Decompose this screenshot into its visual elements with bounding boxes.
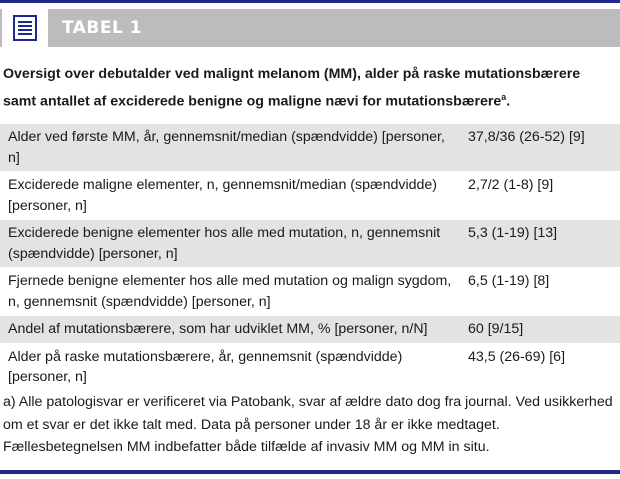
row-value: 5,3 (1-19) [13]: [468, 225, 558, 241]
table-row: [0, 220, 620, 268]
table-footnote: a) Alle patologisvar er verificeret via Patobank, svar af ældre dato dog fra journal. Ved usikkerhed om et svar er det ikke talt med. Data på personer under 18 år er ikke medtaget. Fællesbetegnelsen MM indbefatter både tilfælde af invasiv MM og MM in situ.: [3, 394, 613, 455]
data-table: [0, 124, 620, 392]
caption-footnote-marker: a: [501, 92, 507, 102]
row-value: 60 [9/15]: [468, 321, 524, 337]
caption-text: Oversigt over debutalder ved malignt melanom (MM), alder på raske mutationsbærere samt antallet af exciderede benigne og maligne nævi for mutationsbærere: [3, 66, 581, 110]
row-label: Fjernede benigne elementer hos alle med mutation og malign sygdom, n, gennemsnit (spændvidde) [personer, n]: [8, 273, 452, 310]
row-value: 6,5 (1-19) [8]: [468, 273, 550, 289]
row-label: Alder på raske mutationsbærere, år, gennemsnit (spændvidde) [personer, n]: [8, 348, 403, 385]
row-label: Andel af mutationsbærere, som har udviklet MM, % [personer, n/N]: [8, 321, 428, 337]
table-row: [0, 316, 620, 344]
row-value: 37,8/36 (26-52) [9]: [468, 129, 585, 145]
row-label: Exciderede benigne elementer hos alle med mutation, n, gennemsnit (spændvidde) [personer, n]: [8, 225, 441, 262]
table-row: [0, 124, 620, 172]
table-row: [0, 344, 620, 392]
row-value: 43,5 (26-69) [6]: [468, 348, 566, 365]
table-row: [0, 172, 620, 220]
row-label: Alder ved første MM, år, gennemsnit/median (spændvidde) [personer, n]: [8, 129, 445, 166]
table-document-icon: [13, 15, 37, 41]
top-rule: [0, 0, 620, 3]
table-title: TABEL 1: [62, 18, 143, 38]
header-icon-box: [2, 9, 48, 47]
row-label: Exciderede maligne elementer, n, gennemsnit/median (spændvidde) [personer, n]: [8, 177, 438, 214]
row-value: 2,7/2 (1-8) [9]: [468, 177, 554, 193]
table-row: [0, 268, 620, 316]
table-header-bar: [0, 9, 620, 47]
table-caption: Oversigt over debutalder ved malignt melanom (MM), alder på raske mutationsbærere samt antallet af exciderede benigne og maligne nævi for mutationsbærere$^a$.: [3, 66, 581, 110]
bottom-rule: [0, 470, 620, 474]
